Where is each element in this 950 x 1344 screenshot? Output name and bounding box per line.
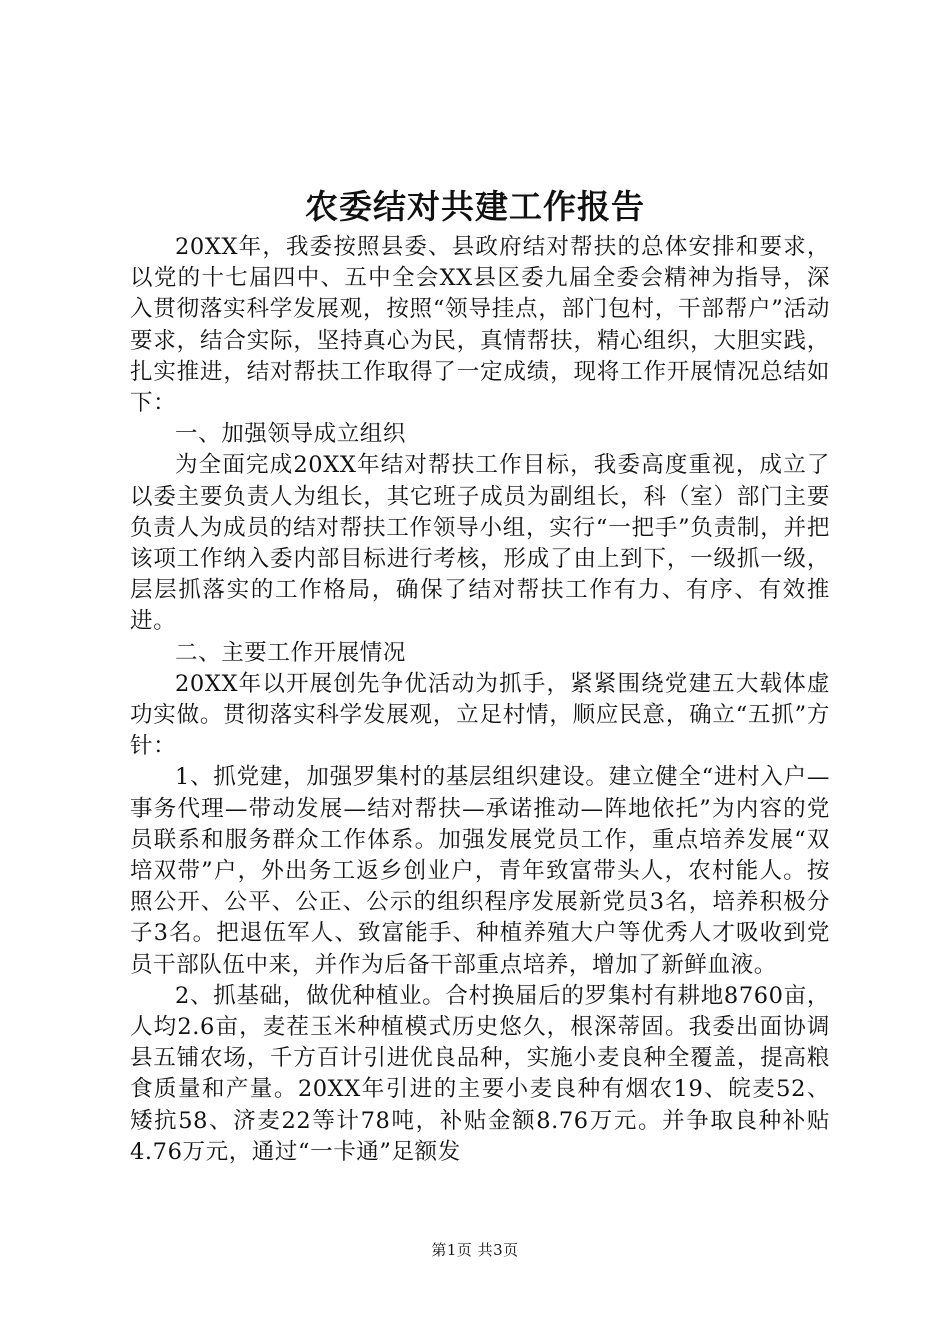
paragraph-item-1: 1、抓党建，加强罗集村的基层组织建设。建立健全“进村入户—事务代理—带动发展—结对帮扶—承诺推动—阵地依托”为内容的党员联系和服务群众工作体系。加强发展党员工作，重点培养发展“双培双带”户，外出务工返乡创业户，青年致富带头人，农村能人。按照公开、公平、公正、公示的组织程序发展新党员3名，培养积极分子3名。把退伍军人、致富能手、种植养殖大户等优秀人才吸收到党员干部队伍中来，并作为后备干部重点培养，增加了新鲜血液。	[130, 764, 830, 978]
document-title: 农委结对共建工作报告	[305, 187, 645, 226]
paragraph-item-2: 2、抓基础，做优种植业。合村换届后的罗集村有耕地8760亩，人均2.6亩，麦茬玉米种植模式历史悠久，根深蒂固。我委出面协调县五铺农场，千方百计引进优良品种，实施小麦良种全覆盖，提高粮食质量和产量。20XX年引进的主要小麦良种有烟农19、皖麦52、矮抗58、济麦22等计78吨，补贴金额8.76万元。并争取良种补贴4.76万元，通过“一卡通”足额发	[130, 982, 830, 1165]
page-footer: 第1页 共3页	[431, 1241, 519, 1259]
paragraph-intro: 20XX年，我委按照县委、县政府结对帮扶的总体安排和要求，以党的十七届四中、五中全会XX县区委九届全委会精神为指导，深入贯彻落实科学发展观，按照“领导挂点，部门包村，干部帮户”活动要求，结合实际，坚持真心为民，真情帮扶，精心组织，大胆实践，扎实推进，结对帮扶工作取得了一定成绩，现将工作开展情况总结如下：	[130, 234, 830, 417]
section-heading-2: 二、主要工作开展情况	[175, 639, 407, 666]
document-body	[130, 232, 830, 1168]
paragraph-section-1: 为全面完成20XX年结对帮扶工作目标，我委高度重视，成立了以委主要负责人为组长，其它班子成员为副组长，科（室）部门主要负责人为成员的结对帮扶工作领导小组，实行“一把手”负责制，并把该项工作纳入委内部目标进行考核，形成了由上到下，一级抓一级，层层抓落实的工作格局，确保了结对帮扶工作有力、有序、有效推进。	[130, 452, 830, 635]
section-heading-1: 一、加强领导成立组织	[175, 421, 407, 448]
paragraph-section-2-intro: 20XX年以开展创先争优活动为抓手，紧紧围绕党建五大载体虚功实做。贯彻落实科学发展观，立足村情，顺应民意，确立“五抓”方针：	[130, 670, 830, 760]
